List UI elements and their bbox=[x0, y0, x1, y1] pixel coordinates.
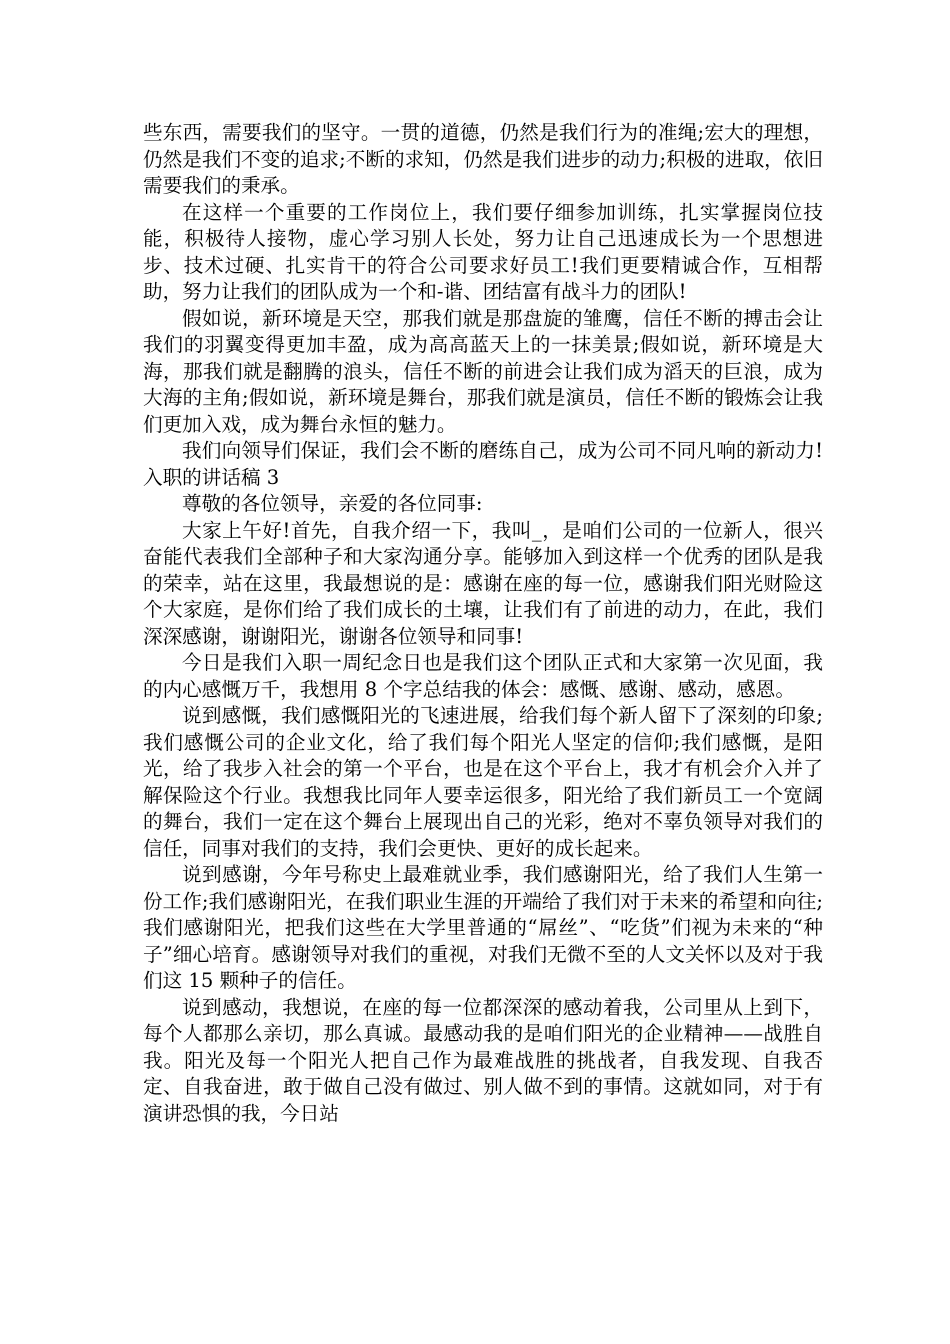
paragraph-2: 在这样一个重要的工作岗位上，我们要仔细参加训练，扎实掌握岗位技能，积极待人接物，虚心学习别人长处，努力让自己迅速成长为一个思想进步、技术过硬、扎实肯干的符合公司要求好员工!我们更要精诚合作，互相帮助，努力让我们的团队成为一个和-谐、团结富有战斗力的团队! bbox=[143, 200, 823, 303]
paragraph-9: 说到感谢，今年号称史上最难就业季，我们感谢阳光，给了我们人生第一份工作;我们感谢阳光，在我们职业生涯的开端给了我们对于未来的希望和向往;我们感谢阳光，把我们这些在大学里普通的“屌丝”、“吃货”们视为未来的“种子”细心培育。感谢领导对我们的重视，对我们无微不至的人文关怀以及对于我们这 15 颗种子的信任。 bbox=[143, 863, 823, 992]
salutation: 尊敬的各位领导，亲爱的各位同事: bbox=[182, 492, 483, 515]
paragraph-8: 说到感慨，我们感慨阳光的飞速进展，给我们每个新人留下了深刻的印象;我们感慨公司的企业文化，给了我们每个阳光人坚定的信仰;我们感慨，是阳光，给了我步入社会的第一个平台，也是在这个平台上，我才有机会介入并了解保险这个行业。我想我比同年人要幸运很多，阳光给了我们新员工一个宽阔的舞台，我们一定在这个舞台上展现出自己的光彩，绝对不辜负领导对我们的信任，同事对我们的支持，我们会更快、更好的成长起来。 bbox=[143, 704, 823, 860]
paragraph-6: 大家上午好!首先，自我介绍一下，我叫_，是咱们公司的一位新人，很兴奋能代表我们全部种子和大家沟通分享。能够加入到这样一个优秀的团队是我的荣幸，站在这里，我最想说的是：感谢在座的每一位，感谢我们阳光财险这个大家庭，是你们给了我们成长的土壤，让我们有了前进的动力，在此，我们深深感谢，谢谢阳光，谢谢各位领导和同事! bbox=[143, 518, 823, 648]
paragraph-1: 些东西，需要我们的坚守。一贯的道德，仍然是我们行为的准绳;宏大的理想，仍然是我们不变的追求;不断的求知，仍然是我们进步的动力;积极的进取，依旧需要我们的秉承。 bbox=[143, 121, 823, 197]
paragraph-7: 今日是我们入职一周纪念日也是我们这个团队正式和大家第一次见面，我的内心感慨万千，我想用 8 个字总结我的体会：感慨、感谢、感动，感恩。 bbox=[143, 651, 823, 701]
paragraph-4: 我们向领导们保证，我们会不断的磨练自己，成为公司不同凡响的新动力!入职的讲话稿 3 bbox=[143, 439, 823, 489]
document-page bbox=[143, 120, 823, 1127]
paragraph-10: 说到感动，我想说，在座的每一位都深深的感动着我，公司里从上到下，每个人都那么亲切，那么真诚。最感动我的是咱们阳光的企业精神——战胜自我。阳光及每一个阳光人把自己作为最难战胜的挑战者，自我发现、自我否定、自我奋进，敢于做自己没有做过、别人做不到的事情。这就如同，对于有演讲恐惧的我，今日站 bbox=[143, 995, 823, 1125]
paragraph-3: 假如说，新环境是天空，那我们就是那盘旋的雏鹰，信任不断的搏击会让我们的羽翼变得更加丰盈，成为高高蓝天上的一抹美景;假如说，新环境是大海，那我们就是翻腾的浪头，信任不断的前进会让我们成为滔天的巨浪，成为大海的主角;假如说，新环境是舞台，那我们就是演员，信任不断的锻炼会让我们更加入戏，成为舞台永恒的魅力。 bbox=[143, 306, 823, 436]
